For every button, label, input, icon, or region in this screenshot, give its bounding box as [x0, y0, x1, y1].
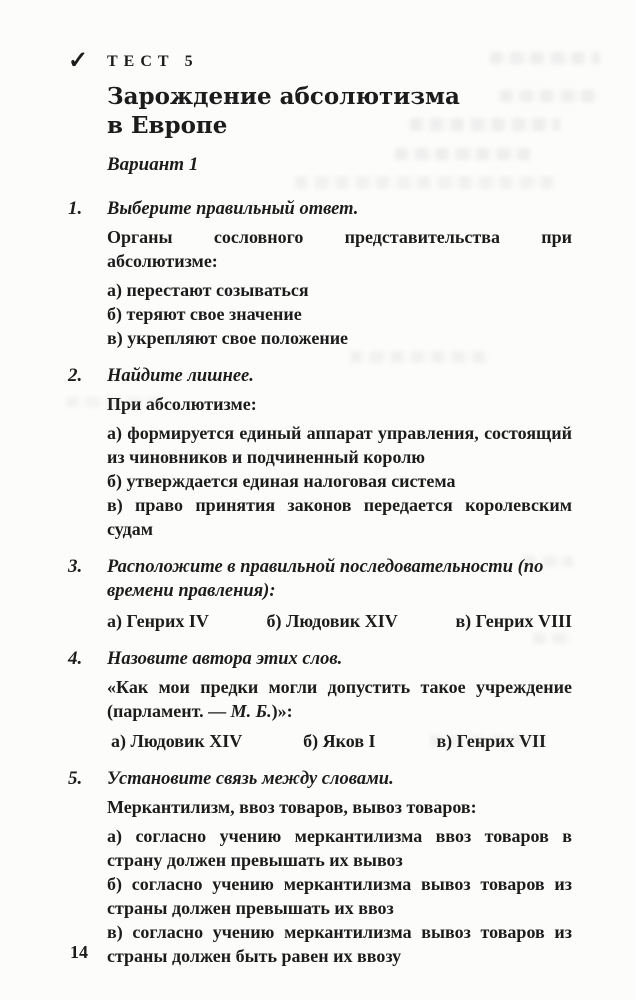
question-5-option-b: б) согласно учению меркантилизма вывоз товаров из страны должен превышать их ввоз: [107, 874, 572, 918]
page-header: [68, 48, 572, 177]
header-content: [107, 52, 572, 177]
question-4-body: [107, 647, 572, 753]
question-3-option-a: а) Генрих IV: [107, 611, 209, 631]
question-4-options-row: [107, 729, 572, 753]
quote-suffix: )»:: [271, 701, 293, 721]
question-2-number: 2.: [68, 365, 83, 386]
question-2-option-b: б) утверждается единая налоговая система: [107, 471, 456, 491]
question-1-option-b: б) теряют свое значение: [107, 304, 302, 324]
question-5-option-a: а) согласно учению меркантилизма ввоз товаров в страну должен превышать их вывоз: [107, 826, 572, 870]
checkmark-icon: ✓: [68, 48, 89, 74]
quote-author-initials: М. Б.: [230, 701, 272, 721]
question-3: [68, 555, 572, 633]
page-title-line1: Зарождение абсолютизма: [107, 83, 460, 110]
test-label: ТЕСТ 5: [107, 53, 199, 70]
page-title-line2: в Европе: [107, 112, 228, 139]
question-5-prompt: Установите связь между словами.: [107, 769, 394, 789]
question-3-options-row: [107, 609, 572, 633]
question-1-number: 1.: [68, 198, 83, 219]
question-4-option-v: в) Генрих VII: [436, 731, 546, 751]
question-4-option-b: б) Яков I: [303, 731, 376, 751]
question-3-body: [107, 555, 572, 633]
question-5-lead: Меркантилизм, ввоз товаров, вывоз товаров:: [107, 797, 477, 817]
question-5: [68, 767, 572, 968]
question-2: [68, 364, 572, 541]
variant-heading: Вариант 1: [107, 154, 199, 175]
quote-prefix: «Как мои предки могли допустить такое учреждение (парламент. —: [107, 677, 572, 721]
question-1: [68, 197, 572, 350]
question-3-number: 3.: [68, 556, 83, 577]
question-3-option-b: б) Людовик XIV: [266, 611, 398, 631]
question-5-body: [107, 767, 572, 968]
question-4-prompt: Назовите автора этих слов.: [107, 649, 343, 669]
question-4: [68, 647, 572, 753]
question-1-lead: Органы сословного представительства при абсолютизме:: [107, 227, 572, 271]
page-number: 14: [70, 942, 88, 962]
question-1-prompt: Выберите правильный ответ.: [107, 199, 359, 219]
question-2-prompt: Найдите лишнее.: [107, 366, 254, 386]
page-title: [107, 82, 572, 140]
question-4-quote: [107, 675, 572, 723]
question-2-body: [107, 364, 572, 541]
question-1-body: [107, 197, 572, 350]
question-2-option-v: в) право принятия законов передается королевским судам: [107, 495, 572, 539]
question-5-number: 5.: [68, 768, 83, 789]
question-2-lead: При абсолютизме:: [107, 394, 257, 414]
question-3-prompt: Расположите в правильной последовательности (по времени правления):: [107, 557, 544, 601]
question-1-option-a: а) перестают созываться: [107, 280, 309, 300]
question-1-option-v: в) укрепляют свое положение: [107, 328, 349, 348]
header-gutter: [68, 48, 107, 177]
question-3-option-v: в) Генрих VIII: [455, 611, 572, 631]
question-4-number: 4.: [68, 648, 83, 669]
question-4-option-a: а) Людовик XIV: [111, 731, 243, 751]
question-2-option-a: а) формируется единый аппарат управления, состоящий из чиновников и подчиненный королю: [107, 423, 572, 467]
question-5-option-v: в) согласно учению меркантилизма вывоз товаров из страны должен быть равен их ввозу: [107, 922, 572, 966]
